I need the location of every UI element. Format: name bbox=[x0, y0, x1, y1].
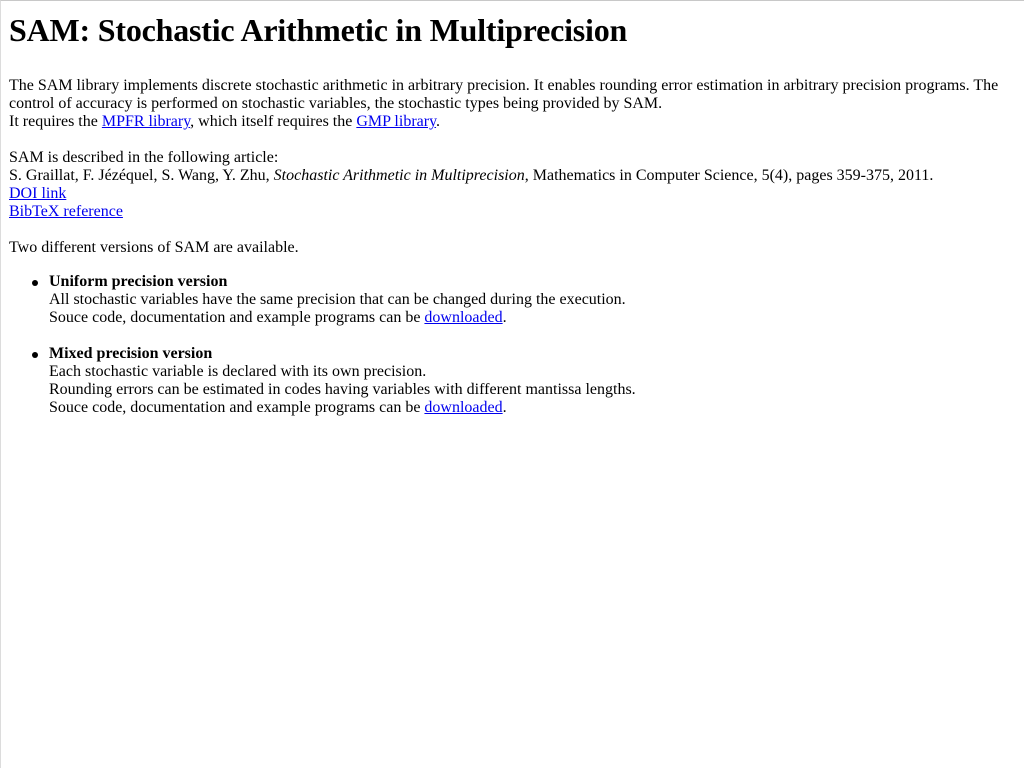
requires-prefix-text: It requires the bbox=[9, 113, 102, 130]
download-suffix-text: . bbox=[502, 309, 507, 326]
version-description: All stochastic variables have the same precision that can be changed during the execution. bbox=[49, 291, 626, 308]
mixed-download-link[interactable]: downloaded bbox=[424, 399, 503, 416]
article-paragraph bbox=[9, 149, 1016, 221]
list-item-mixed-version bbox=[49, 345, 1016, 417]
article-lead: SAM is described in the following article: bbox=[9, 149, 279, 166]
article-venue: , Mathematics in Computer Science, 5(4), pages 359-375, 2011. bbox=[524, 167, 934, 184]
download-prefix-text: Souce code, documentation and example programs can be bbox=[49, 399, 425, 416]
mpfr-library-link[interactable]: MPFR library bbox=[101, 113, 191, 130]
versions-intro: Two different versions of SAM are available. bbox=[9, 239, 299, 256]
bullet-icon bbox=[32, 352, 38, 358]
gmp-library-link[interactable]: GMP library bbox=[356, 113, 437, 130]
version-heading: Mixed precision version bbox=[49, 345, 213, 362]
article-authors: S. Graillat, F. Jézéquel, S. Wang, Y. Zhu, bbox=[9, 167, 274, 184]
download-suffix-text: . bbox=[502, 399, 507, 416]
version-description: Rounding errors can be estimated in codes having variables with different mantissa lengths. bbox=[49, 381, 636, 398]
versions-list bbox=[9, 273, 1016, 417]
version-description: Each stochastic variable is declared with its own precision. bbox=[49, 363, 427, 380]
uniform-download-link[interactable]: downloaded bbox=[424, 309, 503, 326]
doi-link[interactable]: DOI link bbox=[9, 185, 67, 202]
list-item-uniform-version bbox=[49, 273, 1016, 327]
page-title: SAM: Stochastic Arithmetic in Multiprecision bbox=[9, 12, 628, 48]
requires-suffix-text: . bbox=[436, 113, 441, 130]
article-title: Stochastic Arithmetic in Multiprecision bbox=[273, 167, 525, 184]
requires-middle-text: , which itself requires the bbox=[190, 113, 357, 130]
download-prefix-text: Souce code, documentation and example programs can be bbox=[49, 309, 425, 326]
version-heading: Uniform precision version bbox=[49, 273, 228, 290]
intro-paragraph bbox=[9, 77, 1016, 131]
intro-description: The SAM library implements discrete stochastic arithmetic in arbitrary precision. It enables rounding error estimation in arbitrary precision programs. The control of accuracy is performed on stochastic variables, the stochastic types being provided by SAM. bbox=[9, 77, 999, 112]
bibtex-link[interactable]: BibTeX reference bbox=[9, 203, 123, 220]
bullet-icon bbox=[32, 280, 38, 286]
